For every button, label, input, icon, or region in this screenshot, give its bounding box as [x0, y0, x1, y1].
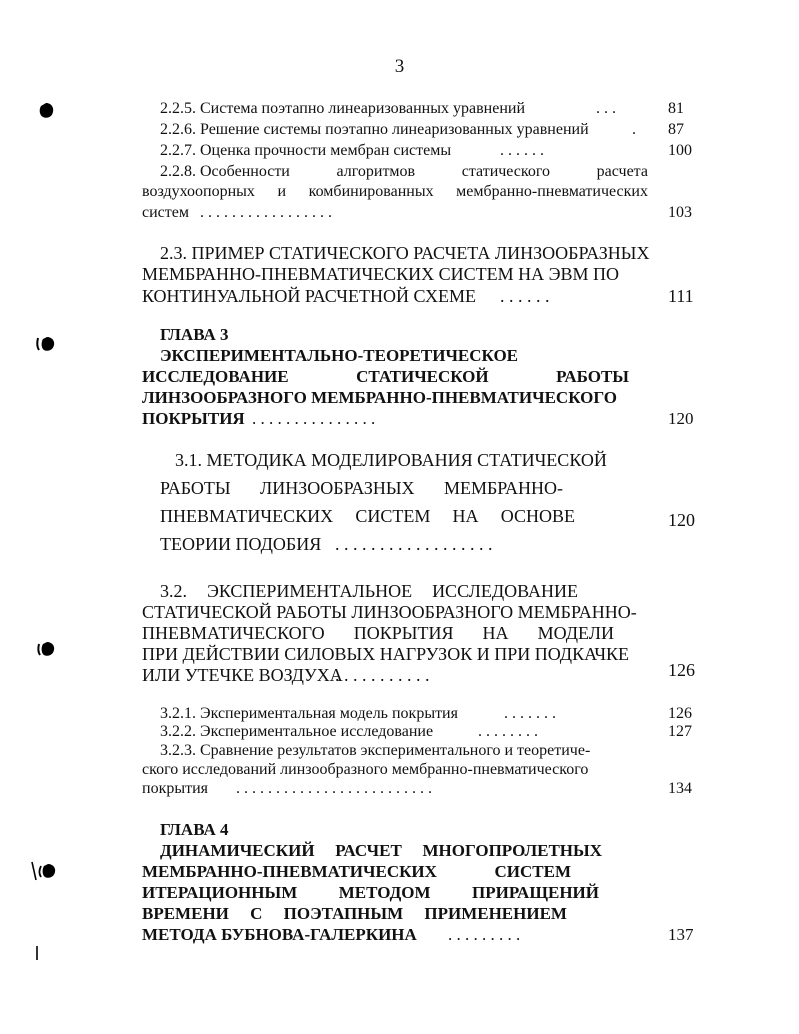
toc-leader-dots: . . . . . . .: [504, 705, 556, 722]
toc-entry-3-2-2-text: 3.2.2. Экспериментальное исследование: [160, 723, 434, 740]
chapter-3-title-line4: ПОКРЫТИЯ: [142, 409, 245, 428]
word: СТАТИЧЕСКОЙ: [356, 367, 489, 386]
word: ПОКРЫТИЯ: [353, 623, 454, 643]
word: МОДЕЛИ: [537, 623, 614, 643]
word: ПНЕВМАТИЧЕСКОГО: [142, 623, 325, 643]
word: 2.2.8. Особенности: [160, 163, 290, 180]
toc-section-3-1-line4: ТЕОРИИ ПОДОБИЯ: [160, 534, 322, 554]
chapter-4-title-line2: [142, 861, 571, 882]
word: МНОГОПРОЛЕТНЫХ: [422, 841, 602, 860]
toc-entry-2-2-5-text: 2.2.5. Система поэтапно линеаризованных уравнений: [160, 100, 525, 117]
word: комбинированных: [308, 183, 434, 200]
word: ВРЕМЕНИ: [142, 904, 229, 923]
toc-entry-3-2-1-page: 126: [668, 705, 692, 722]
chapter-3-title-line2: [142, 366, 629, 387]
word: НА: [482, 623, 509, 643]
chapter-3-label: ГЛАВА 3: [160, 325, 229, 344]
toc-entry-3-2-3-line1: 3.2.3. Сравнение результатов экспериментального и теоретиче-: [160, 742, 591, 759]
word: ПОЭТАПНЫМ: [283, 904, 404, 923]
toc-section-3-2-line1: [160, 580, 578, 602]
toc-section-3-1-page: 120: [668, 510, 695, 530]
chapter-4-title-line3: [142, 882, 599, 903]
word: расчета: [596, 163, 648, 180]
toc-leader-dots: . . .: [596, 100, 616, 117]
chapter-4-label: ГЛАВА 4: [160, 820, 229, 839]
toc-entry-2-2-8-line2: [142, 182, 648, 201]
word: алгоритмов: [336, 163, 416, 180]
toc-entry-3-2-1-text: 3.2.1. Экспериментальная модель покрытия: [160, 705, 458, 722]
binding-hole-mark: [34, 638, 58, 660]
toc-entry-3-2-3-line3: покрытия: [142, 780, 208, 797]
chapter-4-title-line5: МЕТОДА БУБНОВА-ГАЛЕРКИНА: [142, 925, 417, 944]
toc-section-2-3-line1: 2.3. ПРИМЕР СТАТИЧЕСКОГО РАСЧЕТА ЛИНЗООБРАЗНЫХ: [160, 243, 650, 263]
toc-leader-dots: .: [632, 121, 636, 138]
toc-section-3-2-line4: ПРИ ДЕЙСТВИИ СИЛОВЫХ НАГРУЗОК И ПРИ ПОДКАЧКЕ: [142, 644, 630, 664]
word: СИСТЕМ: [355, 506, 431, 526]
toc-entry-2-2-8-line3: систем: [142, 204, 189, 221]
word: МЕМБРАННО-ПНЕВМАТИЧЕСКИХ: [142, 862, 437, 881]
toc-leader-dots: . . . . . . . . . . .: [335, 665, 430, 685]
toc-leader-dots: . . . . . . . . . . . . . . . . .: [200, 204, 332, 221]
toc-section-3-2-page: 126: [668, 660, 695, 680]
word: ПНЕВМАТИЧЕСКИХ: [160, 506, 334, 526]
word: ИССЛЕДОВАНИЕ: [142, 367, 289, 386]
chapter-4-page: 137: [668, 925, 694, 944]
toc-leader-dots: . . . . . .: [500, 286, 550, 306]
chapter-4-title-line4: [142, 903, 567, 924]
chapter-4-title-line1: [160, 840, 602, 861]
toc-entry-2-2-8-page: 103: [668, 204, 692, 221]
toc-entry-2-2-7-text: 2.2.7. Оценка прочности мембран системы: [160, 142, 452, 159]
word: ОСНОВЕ: [500, 506, 575, 526]
toc-section-3-2-line5: ИЛИ УТЕЧКЕ ВОЗДУХА: [142, 665, 343, 685]
word: ДИНАМИЧЕСКИЙ: [160, 841, 315, 860]
word: 3.2.: [160, 581, 187, 601]
word: МЕМБРАННО-: [443, 478, 563, 498]
word: МЕТОДОМ: [338, 883, 431, 902]
toc-section-3-1-line3: [160, 505, 575, 527]
word: воздухоопорных: [142, 183, 255, 200]
toc-section-3-1-line1: 3.1. МЕТОДИКА МОДЕЛИРОВАНИЯ СТАТИЧЕСКОЙ: [175, 450, 607, 470]
toc-leader-dots: . . . . . . . . . . . . . . . . . . . . . . . . .: [236, 780, 432, 797]
word: С: [250, 904, 263, 923]
toc-entry-3-2-3-page: 134: [668, 780, 692, 797]
word: статического: [461, 163, 551, 180]
chapter-3-title-line1: ЭКСПЕРИМЕНТАЛЬНО-ТЕОРЕТИЧЕСКОЕ: [160, 346, 519, 365]
toc-section-3-2-line2: СТАТИЧЕСКОЙ РАБОТЫ ЛИНЗООБРАЗНОГО МЕМБРАННО-: [142, 602, 637, 622]
page-number: 3: [394, 56, 405, 77]
binding-hole-mark: [28, 858, 60, 884]
toc-leader-dots: . . . . . . . .: [478, 723, 538, 740]
word: ЛИНЗООБРАЗНЫХ: [260, 478, 415, 498]
toc-leader-dots: . . . . . . . . . . . . . . .: [252, 409, 376, 428]
toc-leader-dots: . . . . . . . . . . . . . . . . . .: [335, 534, 493, 554]
toc-entry-3-2-3-line2: ского исследований линзообразного мембранно-пневматического: [142, 761, 589, 778]
word: РАБОТЫ: [160, 478, 231, 498]
word: ИССЛЕДОВАНИЕ: [432, 581, 578, 601]
toc-section-3-1-line2: [160, 477, 563, 499]
scan-mark: [34, 944, 40, 962]
word: ПРИРАЩЕНИЙ: [472, 883, 599, 902]
toc-leader-dots: . . . . . .: [500, 142, 544, 159]
word: НА: [452, 506, 479, 526]
toc-leader-dots: . . . . . . . . .: [448, 925, 521, 944]
toc-section-2-3-line3: КОНТИНУАЛЬНОЙ РАСЧЕТНОЙ СХЕМЕ: [142, 286, 476, 306]
chapter-3-page: 120: [668, 409, 694, 428]
toc-entry-2-2-5-page: 81: [668, 100, 684, 117]
chapter-3-title-line3: ЛИНЗООБРАЗНОГО МЕМБРАННО-ПНЕВМАТИЧЕСКОГО: [142, 388, 617, 407]
toc-section-2-3-page: 111: [668, 286, 694, 306]
toc-section-2-3-line2: МЕМБРАННО-ПНЕВМАТИЧЕСКИХ СИСТЕМ НА ЭВМ ПО: [142, 264, 620, 284]
word: СИСТЕМ: [494, 862, 571, 881]
toc-section-3-2-line3: [142, 622, 614, 644]
toc-entry-2-2-7-page: 100: [668, 142, 692, 159]
binding-hole-mark: [34, 333, 58, 355]
word: и: [277, 183, 287, 200]
toc-entry-2-2-6-text: 2.2.6. Решение системы поэтапно линеаризованных уравнений: [160, 121, 589, 138]
toc-entry-2-2-6-page: 87: [668, 121, 684, 138]
word: РАБОТЫ: [556, 367, 629, 386]
word: мембранно-пневматических: [456, 183, 648, 200]
toc-entry-3-2-2-page: 127: [668, 723, 692, 740]
word: ИТЕРАЦИОННЫМ: [142, 883, 298, 902]
word: РАСЧЕТ: [335, 841, 402, 860]
binding-hole-mark: [36, 100, 58, 122]
word: ЭКСПЕРИМЕНТАЛЬНОЕ: [206, 581, 413, 601]
toc-entry-2-2-8-line1: [160, 162, 648, 181]
word: ПРИМЕНЕНИЕМ: [424, 904, 567, 923]
